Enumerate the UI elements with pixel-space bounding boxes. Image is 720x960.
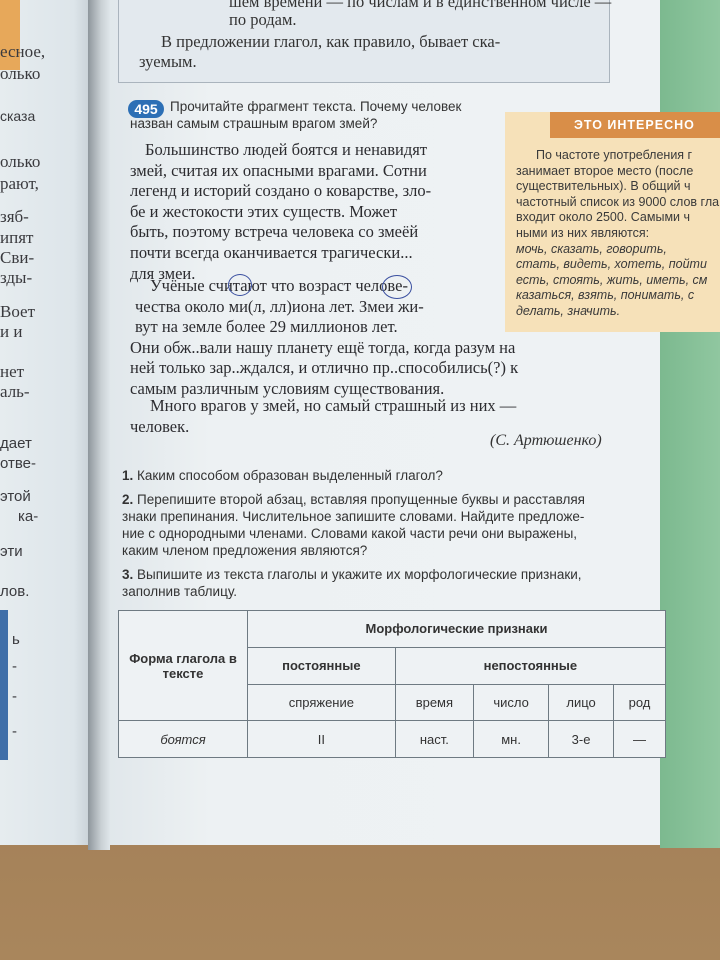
- left-fragment: лов.: [0, 583, 30, 600]
- question-text: ние с однородными членами. Словами какой части речи они выражены,: [122, 526, 578, 541]
- info-example-line: мочь, сказать, говорить,: [516, 241, 667, 256]
- task-heading-line: назван самым страшным врагом змей?: [130, 116, 378, 131]
- text-line: легенд и историй создано о коварстве, зло-: [130, 181, 432, 201]
- table-subheader: лицо: [549, 684, 614, 721]
- info-box-heading: ЭТО ИНТЕРЕСНО: [550, 112, 720, 138]
- text-line: самым различным условиям существования.: [130, 378, 445, 398]
- left-fragment: аль-: [0, 382, 30, 401]
- table-row: [119, 721, 666, 758]
- table-header-morph: Морфологические признаки: [248, 611, 666, 648]
- info-line: частотный список из 9000 слов гла: [516, 194, 720, 209]
- left-fragment: нет: [0, 362, 25, 381]
- rule-line: шем времени — по числам и в единственном числе —: [229, 0, 612, 11]
- table-cell: II: [248, 721, 396, 758]
- text-line: человек.: [130, 416, 190, 436]
- table-header-permanent: постоянные: [248, 647, 396, 684]
- table-cell: наст.: [395, 721, 473, 758]
- info-example-line: есть, стоять, жить, иметь, см: [516, 272, 708, 287]
- left-fragment: олько: [0, 64, 41, 83]
- question-1: [122, 467, 652, 484]
- text-line: Учёные считают что возраст челове-: [150, 276, 408, 295]
- task-heading-line: Прочитайте фрагмент текста. Почему человек: [170, 99, 462, 114]
- left-fragment: Воет: [0, 302, 36, 321]
- info-line: По частоте употребления г: [536, 148, 693, 162]
- info-line: входит около 2500. Самыми ч: [516, 210, 691, 225]
- table-cell: боятся: [119, 721, 248, 758]
- table-subheader: род: [614, 684, 666, 721]
- left-fragment: зяб-: [0, 207, 29, 226]
- text-line: чества около ми(л, лл)иона лет. Змеи жи-: [135, 296, 424, 316]
- text-line: для змеи.: [130, 263, 196, 283]
- left-fragment: рают,: [0, 174, 39, 193]
- rule-box: [118, 0, 610, 83]
- left-fragment: Сви-: [0, 248, 35, 267]
- rule-line: В предложении глагол, как правило, бывает ска-: [161, 32, 501, 51]
- text-line: почти всегда оканчивается трагически...: [130, 242, 413, 262]
- info-example-line: казаться, взять, понимать, с: [516, 288, 695, 303]
- text-line: Они обж..вали нашу планету ещё тогда, когда разум на: [130, 337, 516, 357]
- text-line: змей, считая их опасными врагами. Сотни: [130, 160, 427, 180]
- left-fragment: -: [12, 688, 17, 705]
- text-line: ней только зар..ждался, и отлично пр..способились(?) к: [130, 358, 519, 378]
- text-line: быть, поэтому встреча человека со змеёй: [130, 222, 419, 242]
- paragraph-3: [130, 396, 650, 437]
- info-line: существительных). В общий ч: [516, 179, 691, 194]
- rule-line: зуемым.: [139, 52, 197, 71]
- left-fragment: сказа: [0, 108, 36, 124]
- table-cell: 3-е: [549, 721, 614, 758]
- author-signature: (С. Артюшенко): [490, 432, 602, 449]
- left-fragment: есное,: [0, 42, 46, 61]
- table-subheader: число: [474, 684, 549, 721]
- exercise-number: 495: [128, 100, 164, 118]
- left-fragment: отве-: [0, 455, 37, 472]
- question-text: Выпишите из текста глаголы и укажите их морфологические признаки,: [137, 567, 582, 582]
- question-number: 1.: [122, 468, 134, 483]
- left-fragment: дает: [0, 435, 32, 452]
- info-example-line: делать, значить.: [516, 303, 621, 318]
- left-fragment: ипят: [0, 228, 34, 247]
- rule-line: по родам.: [229, 10, 297, 29]
- table-cell: мн.: [474, 721, 549, 758]
- left-page-blue-band: [0, 610, 8, 760]
- left-fragment: -: [12, 658, 17, 675]
- question-text: заполнив таблицу.: [122, 584, 237, 599]
- info-box-text: [516, 148, 720, 320]
- left-fragment: зды-: [0, 268, 33, 287]
- text-line: вут на земле более 29 миллионов лет.: [135, 317, 398, 337]
- table-header-form: Форма глагола в тексте: [119, 611, 248, 721]
- left-fragment: ь: [12, 631, 20, 648]
- text-line: Большинство людей боятся и ненавидят: [145, 140, 428, 159]
- info-line: занимает второе место (после: [516, 163, 694, 178]
- left-fragment: олько: [0, 152, 41, 171]
- table-cell: —: [614, 721, 666, 758]
- left-fragment: и и: [0, 322, 23, 341]
- question-number: 3.: [122, 567, 134, 582]
- pen-mark-circle: [228, 274, 252, 296]
- left-fragment: -: [12, 723, 17, 740]
- table-subheader: время: [395, 684, 473, 721]
- text-line: бе и жестокости этих существ. Может: [130, 201, 398, 221]
- left-fragment: этой: [0, 488, 31, 505]
- question-3: [122, 566, 652, 600]
- question-text: знаки препинания. Числительное запишите словами. Найдите предложе-: [122, 509, 585, 524]
- info-example-line: стать, видеть, хотеть, пойти: [516, 257, 707, 272]
- left-page: [0, 0, 92, 845]
- info-line: ными из них являются:: [516, 225, 650, 240]
- question-text: каким членом предложения являются?: [122, 543, 368, 558]
- question-2: [122, 491, 652, 559]
- question-text: Перепишите второй абзац, вставляя пропущенные буквы и расставляя: [137, 492, 585, 507]
- question-text: Каким способом образован выделенный глагол?: [137, 468, 443, 483]
- table-subheader: спряжение: [248, 684, 396, 721]
- book-gutter: [88, 0, 110, 850]
- morphology-table: [118, 610, 666, 758]
- left-fragment: ка-: [18, 508, 39, 525]
- table-header-nonpermanent: непостоянные: [395, 647, 665, 684]
- question-number: 2.: [122, 492, 134, 507]
- left-fragment: эти: [0, 543, 23, 560]
- pen-mark-circle: [382, 275, 412, 299]
- text-line: Много врагов у змей, но самый страшный из них —: [150, 396, 517, 415]
